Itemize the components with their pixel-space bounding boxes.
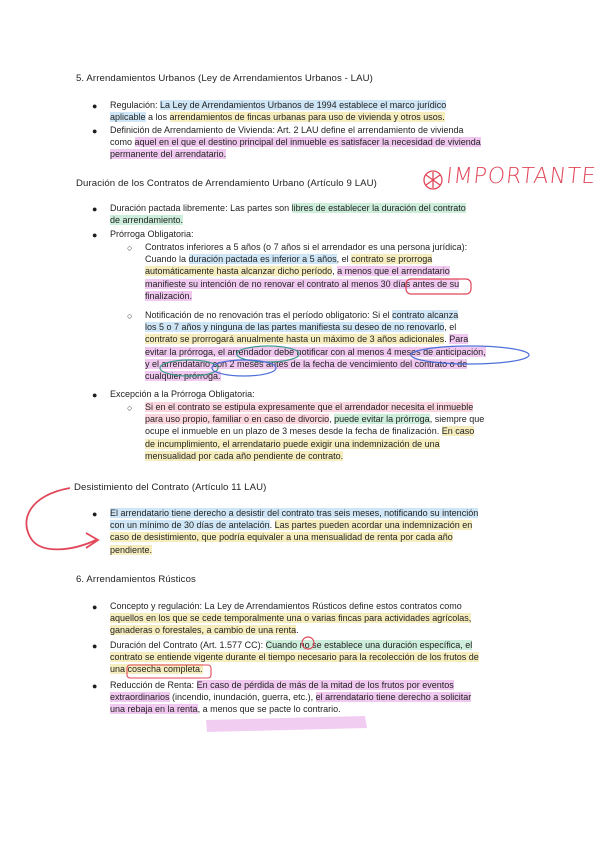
desistimiento-heading: Desistimiento del Contrato (Artículo 11 LAU): [74, 482, 267, 493]
highlighted-text: contrato se entiende vigente durante el tiempo necesario para la recolección de los frutos de: [110, 652, 479, 663]
bullet-dot: ●: [92, 641, 98, 651]
text-segment: a los: [145, 112, 170, 123]
item-text: Excepción a la Prórroga Obligatoria:: [110, 389, 255, 399]
text-segment: .: [296, 625, 299, 636]
highlighted-text: una rebaja en la renta: [110, 704, 198, 715]
bullet-circle: ○: [127, 243, 133, 253]
text-segment: Duración pactada libremente: Las partes son: [110, 203, 292, 213]
highlighted-text: una cosecha completa.: [110, 664, 203, 675]
highlighted-text: contrato se prorrogará anualmente hasta un máximo de 3 años adicionales: [145, 334, 445, 345]
highlighted-text: Las partes pueden acordar una indemnización en: [274, 520, 473, 531]
section-5-title: 5. Arrendamientos Urbanos (Ley de Arrendamientos Urbanos - LAU): [76, 73, 373, 84]
highlighted-text: permanente del arrendatario.: [110, 149, 227, 160]
highlighted-text: duración pactada es inferior a 5 años: [188, 254, 337, 265]
circled-2-meses: [212, 360, 276, 376]
circled-no: [302, 637, 314, 649]
text-segment: Notificación de no renovación tras el período obligatorio: Si el: [145, 310, 393, 320]
text-segment: Regulación:: [110, 100, 161, 110]
text-segment: como: [110, 137, 135, 148]
highlighted-text: Para: [449, 334, 469, 345]
highlighted-text: caso de desistimiento, que podría equivaler a una mensualidad de renta por cada año: [110, 532, 453, 543]
text-segment: Duración del Contrato (Art. 1.577 CC):: [110, 640, 266, 650]
bullet-dot: ●: [92, 602, 98, 612]
highlighted-text: aplicable: [110, 112, 146, 123]
boxed-cosecha-completa: [127, 665, 211, 678]
highlighted-text: Si en el contrato se estipula expresamente que el arrendador necesita el inmueble: [145, 402, 474, 412]
circled-arrendatario: [160, 360, 218, 376]
highlighted-text: ganaderas o forestales, a cambio de una renta: [110, 625, 297, 636]
bullet-dot: ●: [92, 681, 98, 691]
text-segment: .: [269, 520, 275, 531]
text-segment: Cuando la: [145, 254, 189, 265]
item-text: Prórroga Obligatoria:: [110, 229, 194, 239]
highlighted-text: contrato alcanza: [392, 310, 459, 320]
highlighted-text: Cuando no se establece una duración específica, el: [265, 640, 473, 650]
text-segment: , siempre que: [429, 414, 485, 425]
bullet-dot: ●: [92, 390, 98, 400]
text-segment: ,: [329, 414, 335, 425]
bullet-circle: ○: [127, 403, 133, 413]
highlighted-text: puede evitar la prórroga: [334, 414, 430, 425]
highlighted-text: En caso: [441, 426, 475, 437]
highlighted-text: pendiente.: [110, 544, 153, 555]
highlighted-text: de arrendamiento.: [110, 215, 184, 226]
highlighted-text: mensualidad por cada año pendiente de contrato.: [145, 450, 344, 461]
highlighted-text: En caso de pérdida de más de la mitad de los frutos por eventos: [196, 680, 454, 690]
hand-drawn-arrow: [26, 488, 96, 549]
asterisk-circle-mark: [424, 171, 442, 189]
highlighted-text: cualquier prórroga.: [145, 371, 221, 382]
highlighted-text: extraordinarios: [110, 692, 170, 703]
text-segment: Definición de Arrendamiento de Vivienda: Art. 2 LAU define el arrendamiento de vivienda: [110, 125, 464, 135]
highlighted-text: y el arrendatario con 2 meses antes de la fecha de vencimiento del contrato o de: [145, 358, 468, 369]
highlighted-text: finalización.: [145, 290, 193, 301]
highlighted-text: los 5 o 7 años y ninguna de las partes manifiesta su deseo de no renovarlo: [145, 322, 445, 333]
highlighted-text: La Ley de Arrendamientos Urbanos de 1994 establece el marco jurídico: [160, 100, 447, 110]
circled-30-dias: [406, 279, 471, 294]
text-segment: (incendio, inundación, guerra, etc.),: [169, 692, 316, 703]
highlighted-text: aquel en el que el destino principal del inmueble es satisfacer la necesidad de vivienda: [134, 137, 481, 148]
text-segment: Reducción de Renta:: [110, 680, 197, 690]
highlighted-text: manifieste su intención de no renovar el contrato al menos 30 días antes de su: [145, 278, 460, 289]
bullet-dot: ●: [92, 509, 98, 519]
highlighted-text: arrendamientos de fincas urbanas para uso de vivienda y otros usos.: [169, 112, 445, 123]
text-segment: Concepto y regulación: La Ley de Arrendamientos Rústicos define estos contratos como: [110, 601, 462, 611]
highlighted-text: evitar la prórroga, el arrendador debe notificar con al menos 4 meses de anticipación,: [145, 346, 486, 357]
highlighted-text: con un mínimo de 30 días de antelación: [110, 520, 270, 531]
text-segment: Contratos inferiores a 5 años (o 7 años si el arrendador es una persona jurídica):: [145, 242, 468, 252]
highlighted-text: aquellos en los que se cede temporalmente una o varias fincas para actividades agrícolas,: [110, 613, 472, 624]
highlighted-text: libres de establecer la duración del contrato: [291, 203, 466, 213]
highlighted-text: contrato se prorroga: [351, 254, 433, 265]
highlighted-text: a menos que el arrendatario: [337, 266, 450, 277]
highlighted-text: el arrendatario tiene derecho a solicitar: [315, 692, 472, 703]
text-segment: ,: [332, 266, 338, 277]
bullet-dot: ●: [92, 204, 98, 214]
arrow-head: [86, 533, 98, 548]
bullet-dot: ●: [92, 126, 98, 136]
duration-heading: Duración de los Contratos de Arrendamiento Urbano (Artículo 9 LAU): [76, 178, 377, 189]
text-segment: , el: [336, 254, 352, 265]
section-6-title: 6. Arrendamientos Rústicos: [76, 574, 196, 585]
highlighter-stroke: [206, 716, 367, 732]
circled-4-meses: [411, 346, 529, 364]
highlighted-text: El arrendatario tiene derecho a desistir del contrato tras seis meses, notificando su intención: [110, 508, 479, 518]
bullet-dot: ●: [92, 230, 98, 240]
bullet-circle: ○: [127, 311, 133, 321]
text-segment: , a menos que se pacte lo contrario.: [197, 704, 341, 715]
text-segment: .: [444, 334, 450, 345]
text-segment: , el: [444, 322, 457, 333]
highlighted-text: de incumplimiento, el arrendatario puede exigir una indemnización de una: [145, 438, 440, 449]
highlighted-text: para uso propio, familiar o en caso de divorcio: [145, 414, 330, 425]
text-segment: ocupe el inmueble en un plazo de 3 meses desde la fecha de finalización.: [145, 426, 442, 437]
highlighted-text: automáticamente hasta alcanzar dicho período: [145, 266, 333, 277]
bullet-dot: ●: [92, 101, 98, 111]
handwritten-importante: IMPORTANTE: [444, 164, 598, 189]
